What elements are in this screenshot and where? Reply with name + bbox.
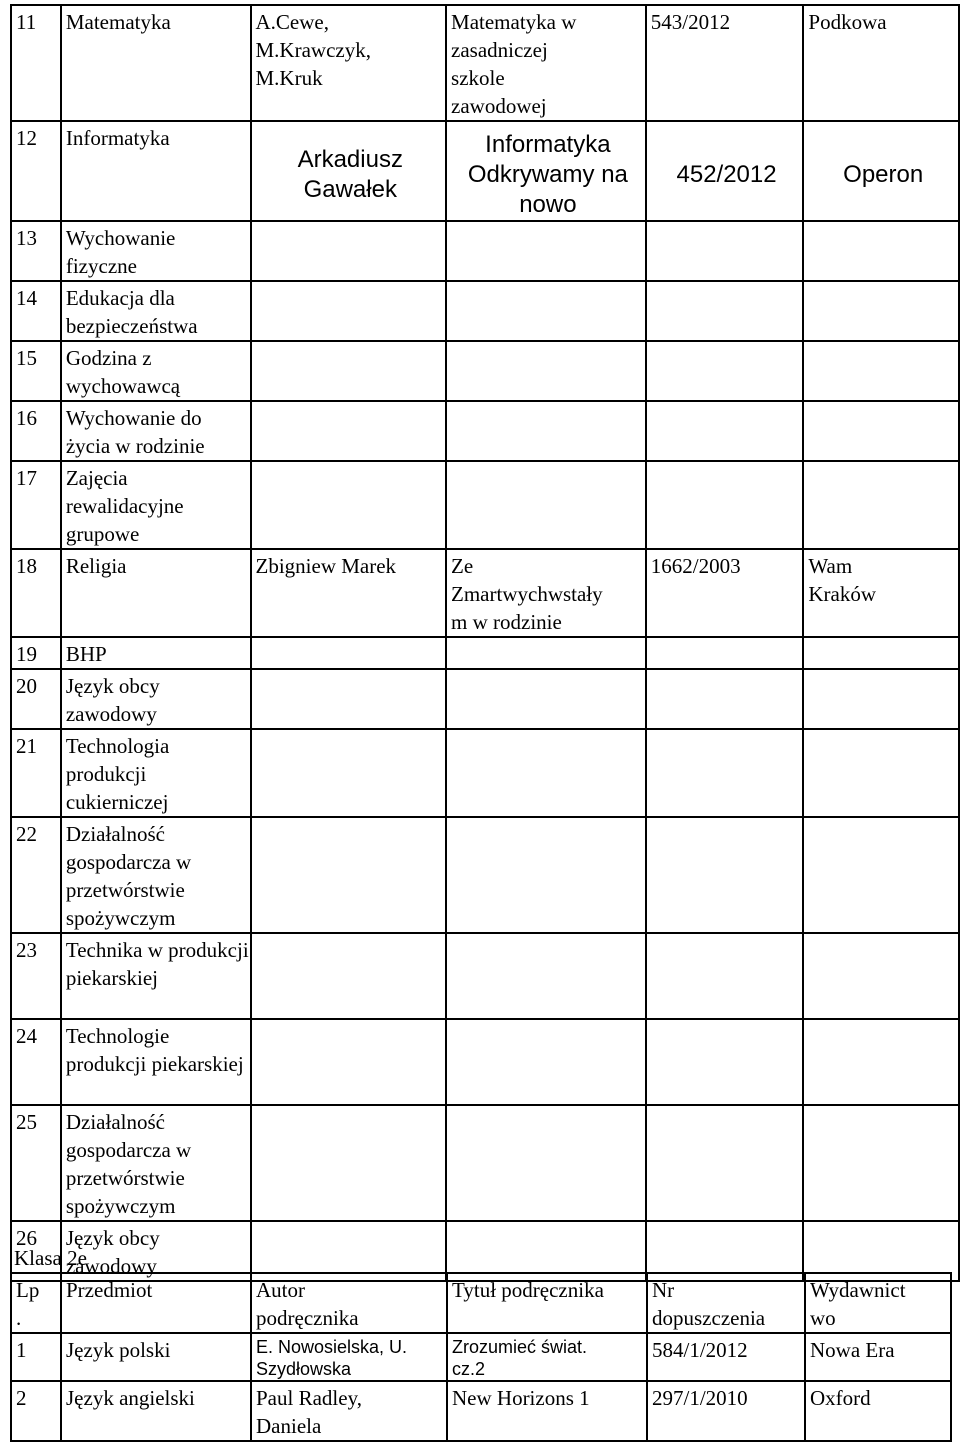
lp-cell: 25 bbox=[11, 1105, 61, 1221]
textbook-table-1 bbox=[10, 4, 960, 1282]
number-cell bbox=[646, 1019, 804, 1105]
author-cell: A.Cewe, M.Krawczyk, M.Kruk bbox=[251, 5, 447, 121]
title-cell bbox=[446, 401, 646, 461]
table-row bbox=[11, 817, 959, 933]
publisher-cell bbox=[803, 461, 959, 549]
number-cell: 452/2012 bbox=[646, 121, 804, 221]
lp-cell: 12 bbox=[11, 121, 61, 221]
number-cell bbox=[646, 401, 804, 461]
publisher-cell bbox=[803, 933, 959, 1019]
subject-cell: Matematyka bbox=[61, 5, 251, 121]
title-cell bbox=[446, 933, 646, 1019]
subject-cell: Język polski bbox=[61, 1333, 251, 1381]
table-row bbox=[11, 1381, 951, 1441]
subject-cell: Zajęcia rewalidacyjne grupowe bbox=[61, 461, 251, 549]
lp-cell: 22 bbox=[11, 817, 61, 933]
author-header: Autor podręcznika bbox=[251, 1273, 447, 1333]
author-cell bbox=[251, 281, 447, 341]
table-row bbox=[11, 1105, 959, 1221]
class-heading: Klasa 2e bbox=[14, 1246, 87, 1270]
publisher-cell bbox=[803, 817, 959, 933]
author-cell: Zbigniew Marek bbox=[251, 549, 447, 637]
number-cell bbox=[646, 933, 804, 1019]
table-row bbox=[11, 1333, 951, 1381]
publisher-cell bbox=[803, 401, 959, 461]
table-row bbox=[11, 221, 959, 281]
author-cell: E. Nowosielska, U. Szydłowska bbox=[251, 1333, 447, 1381]
lp-cell: 19 bbox=[11, 637, 61, 669]
title-cell bbox=[446, 637, 646, 669]
lp-cell: 13 bbox=[11, 221, 61, 281]
title-cell bbox=[446, 461, 646, 549]
subject-header: Przedmiot bbox=[61, 1273, 251, 1333]
title-cell: Matematyka w zasadniczej szkole zawodowej bbox=[446, 5, 646, 121]
title-header: Tytuł podręcznika bbox=[447, 1273, 647, 1333]
publisher-header: Wydawnict wo bbox=[805, 1273, 951, 1333]
subject-cell: BHP bbox=[61, 637, 251, 669]
number-cell bbox=[646, 1105, 804, 1221]
number-cell bbox=[646, 281, 804, 341]
publisher-cell bbox=[803, 281, 959, 341]
title-cell bbox=[446, 341, 646, 401]
number-cell bbox=[646, 729, 804, 817]
subject-cell: Wychowanie fizyczne bbox=[61, 221, 251, 281]
table-row bbox=[11, 933, 959, 1019]
publisher-cell bbox=[803, 729, 959, 817]
number-cell: 584/1/2012 bbox=[647, 1333, 805, 1381]
table-row bbox=[11, 669, 959, 729]
subject-cell: Informatyka bbox=[61, 121, 251, 221]
author-cell bbox=[251, 637, 447, 669]
subject-cell: Godzina z wychowawcą bbox=[61, 341, 251, 401]
author-cell: Paul Radley, Daniela bbox=[251, 1381, 447, 1441]
title-cell: Zrozumieć świat. cz.2 bbox=[447, 1333, 647, 1381]
publisher-cell bbox=[803, 221, 959, 281]
author-cell bbox=[251, 221, 447, 281]
publisher-cell: Oxford bbox=[805, 1381, 951, 1441]
table-row bbox=[11, 121, 959, 221]
lp-cell: 14 bbox=[11, 281, 61, 341]
lp-cell: 17 bbox=[11, 461, 61, 549]
lp-cell: 20 bbox=[11, 669, 61, 729]
author-cell bbox=[251, 933, 447, 1019]
number-cell bbox=[646, 817, 804, 933]
lp-cell: 23 bbox=[11, 933, 61, 1019]
title-cell bbox=[446, 729, 646, 817]
author-cell bbox=[251, 729, 447, 817]
lp-cell: 21 bbox=[11, 729, 61, 817]
author-cell bbox=[251, 341, 447, 401]
title-cell bbox=[446, 1105, 646, 1221]
table-row bbox=[11, 401, 959, 461]
textbook-table-2 bbox=[10, 1272, 952, 1442]
publisher-cell: Nowa Era bbox=[805, 1333, 951, 1381]
number-header: Nr dopuszczenia bbox=[647, 1273, 805, 1333]
table-row bbox=[11, 5, 959, 121]
number-cell bbox=[646, 461, 804, 549]
title-cell bbox=[446, 817, 646, 933]
title-cell: Informatyka Odkrywamy na nowo bbox=[446, 121, 646, 221]
publisher-cell bbox=[803, 341, 959, 401]
title-cell bbox=[446, 1019, 646, 1105]
table-row bbox=[11, 549, 959, 637]
table-row bbox=[11, 1019, 959, 1105]
subject-cell: Technika w produkcji piekarskiej bbox=[61, 933, 251, 1019]
lp-header: Lp . bbox=[11, 1273, 61, 1333]
subject-cell: Język angielski bbox=[61, 1381, 251, 1441]
lp-cell: 24 bbox=[11, 1019, 61, 1105]
number-cell: 1662/2003 bbox=[646, 549, 804, 637]
author-cell bbox=[251, 669, 447, 729]
lp-cell: 11 bbox=[11, 5, 61, 121]
subject-cell: Technologie produkcji piekarskiej bbox=[61, 1019, 251, 1105]
lp-cell: 26 bbox=[11, 1221, 61, 1281]
subject-cell: Język obcy zawodowy bbox=[61, 1221, 251, 1281]
publisher-cell: Wam Kraków bbox=[803, 549, 959, 637]
table-row bbox=[11, 461, 959, 549]
subject-cell: Edukacja dla bezpieczeństwa bbox=[61, 281, 251, 341]
author-cell bbox=[251, 401, 447, 461]
subject-cell: Wychowanie do życia w rodzinie bbox=[61, 401, 251, 461]
author-cell: Arkadiusz Gawałek bbox=[251, 121, 447, 221]
lp-cell: 2 bbox=[11, 1381, 61, 1441]
subject-cell: Technologia produkcji cukierniczej bbox=[61, 729, 251, 817]
title-cell bbox=[446, 669, 646, 729]
subject-cell: Język obcy zawodowy bbox=[61, 669, 251, 729]
author-cell bbox=[251, 461, 447, 549]
lp-cell: 1 bbox=[11, 1333, 61, 1381]
table-row bbox=[11, 729, 959, 817]
header-row bbox=[11, 1273, 951, 1333]
publisher-cell bbox=[803, 637, 959, 669]
title-cell: New Horizons 1 bbox=[447, 1381, 647, 1441]
lp-cell: 15 bbox=[11, 341, 61, 401]
author-cell bbox=[251, 1019, 447, 1105]
lp-cell: 18 bbox=[11, 549, 61, 637]
number-cell bbox=[646, 221, 804, 281]
author-cell bbox=[251, 1105, 447, 1221]
subject-cell: Działalność gospodarcza w przetwórstwie spożywczym bbox=[61, 1105, 251, 1221]
subject-cell: Działalność gospodarcza w przetwórstwie spożywczym bbox=[61, 817, 251, 933]
publisher-cell: Podkowa bbox=[803, 5, 959, 121]
table-row bbox=[11, 341, 959, 401]
author-cell bbox=[251, 817, 447, 933]
number-cell bbox=[646, 341, 804, 401]
lp-cell: 16 bbox=[11, 401, 61, 461]
title-cell bbox=[446, 281, 646, 341]
publisher-cell bbox=[803, 1019, 959, 1105]
number-cell: 297/1/2010 bbox=[647, 1381, 805, 1441]
number-cell bbox=[646, 669, 804, 729]
publisher-cell bbox=[803, 1105, 959, 1221]
table-row bbox=[11, 281, 959, 341]
title-cell: Ze Zmartwychwstały m w rodzinie bbox=[446, 549, 646, 637]
number-cell bbox=[646, 637, 804, 669]
subject-cell: Religia bbox=[61, 549, 251, 637]
title-cell bbox=[446, 221, 646, 281]
publisher-cell bbox=[803, 669, 959, 729]
table-row bbox=[11, 637, 959, 669]
publisher-cell: Operon bbox=[803, 121, 959, 221]
number-cell: 543/2012 bbox=[646, 5, 804, 121]
